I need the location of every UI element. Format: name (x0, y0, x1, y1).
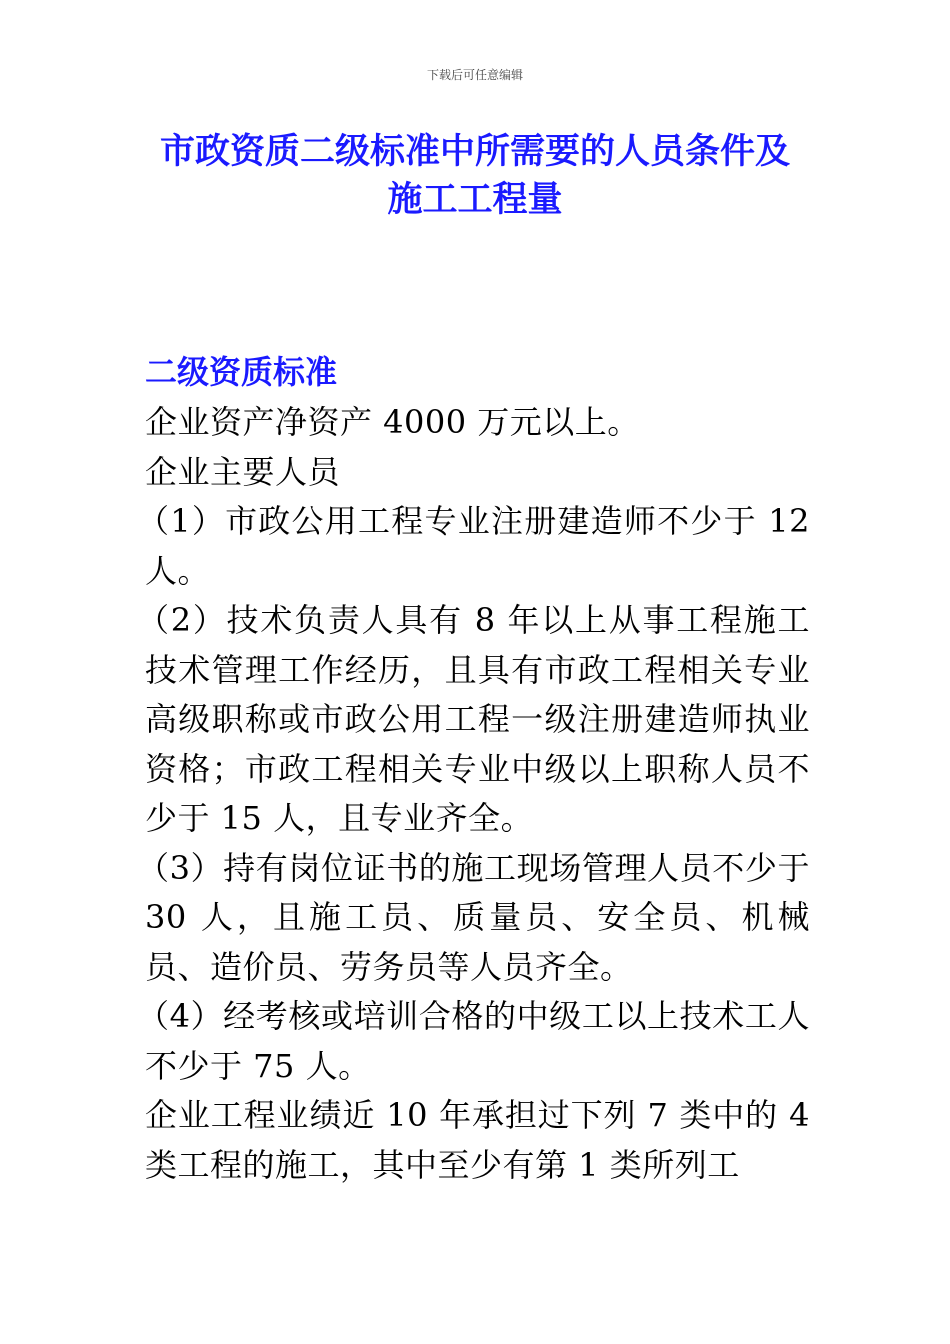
document-title-line-2: 施工工程量 (387, 180, 563, 220)
paragraph-net-assets: 企业资产净资产 4000 万元以上。 (145, 403, 640, 441)
document-title (145, 128, 805, 224)
paragraph-project-record: 企业工程业绩近 10 年承担过下列 7 类中的 4 类工程的施工，其中至少有第 1 类所列工 (145, 1096, 810, 1184)
paragraph-item-3: （3）持有岗位证书的施工现场管理人员不少于 30 人，且施工员、质量员、安全员、机械员、造价员、劳务员等人员齐全。 (137, 848, 810, 986)
paragraph-main-personnel: 企业主要人员 (145, 452, 341, 491)
paragraph-item-1: （1）市政公用工程专业注册建造师不少于 12 人。 (137, 502, 810, 590)
document-body (137, 346, 810, 1190)
header-note: 下载后可任意编辑 (426, 68, 523, 82)
section-heading: 二级资质标准 (145, 353, 338, 391)
document-title-line-1: 市政资质二级标准中所需要的人员条件及 (159, 132, 790, 172)
paragraph-item-4: （4）经考核或培训合格的中级工以上技术工人不少于 75 人。 (137, 997, 810, 1085)
paragraph-item-2: （2）技术负责人具有 8 年以上从事工程施工技术管理工作经历，且具有市政工程相关专业高级职称或市政公用工程一级注册建造师执业资格；市政工程相关专业中级以上职称人员不少于 15 人，且专业齐全。 (137, 601, 810, 837)
